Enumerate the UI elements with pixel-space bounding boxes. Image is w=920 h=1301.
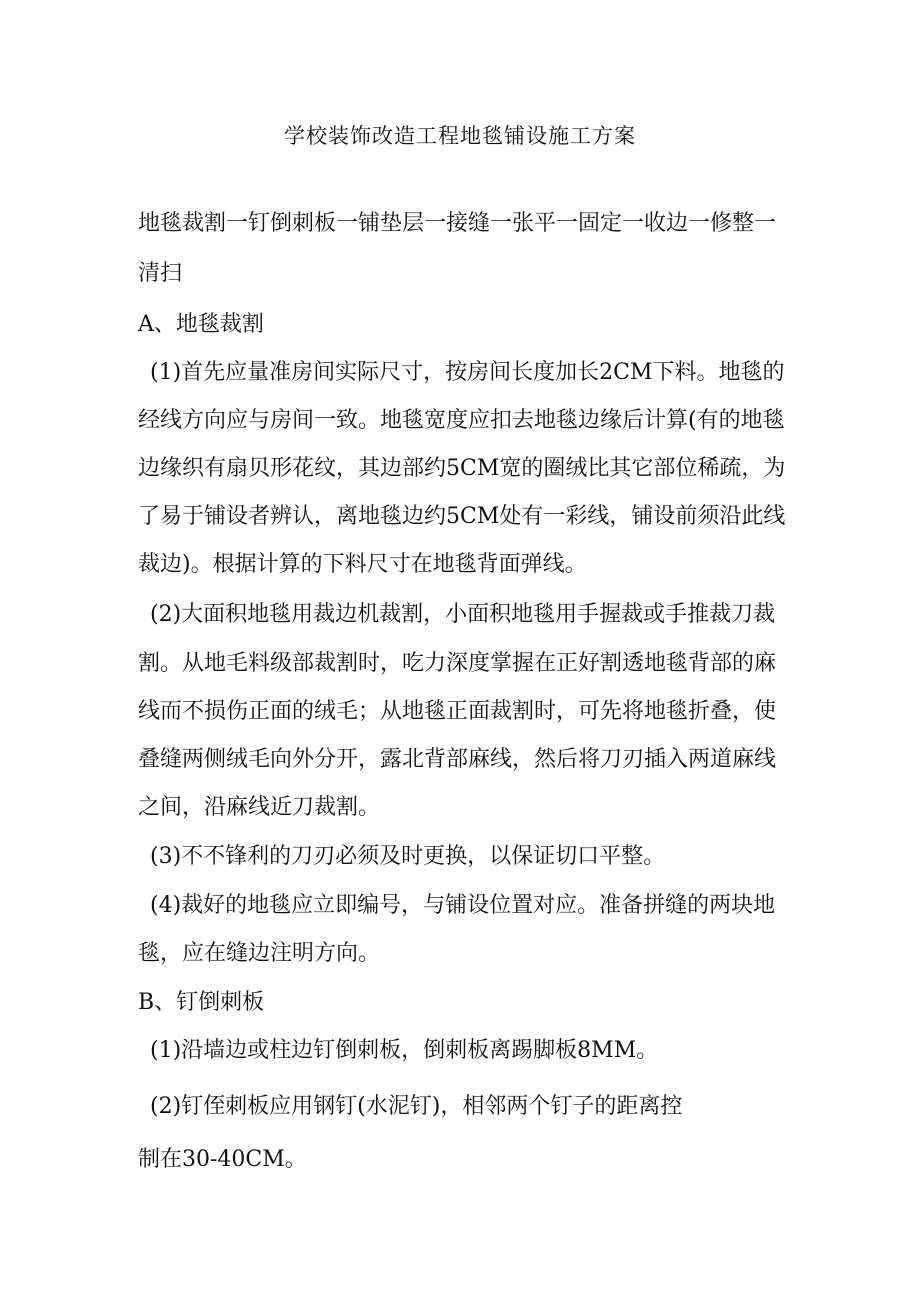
paragraph-line: 叠缝两侧绒毛向外分开，露北背部麻线，然后将刀刃插入两道麻线 — [138, 747, 777, 772]
process-line-1: 地毯裁割一钉倒刺板一铺垫层一接缝一张平一固定一收边一修整一 — [138, 211, 777, 236]
section-b-heading: B、钉倒刺板 — [138, 990, 265, 1015]
paragraph-line: 之间，沿麻线近刀裁割。 — [138, 795, 381, 820]
section-a-item-3: (3)不不锋利的刀刃必须及时更换，以保证切口平整。 — [150, 844, 666, 869]
section-b-item-1: (1)沿墙边或柱边钉倒刺板，倒刺板离踢脚板8MM。 — [150, 1038, 659, 1063]
process-line-2: 清扫 — [138, 261, 183, 286]
paragraph-line: 边缘织有扇贝形花纹，其边部约5CM宽的圈绒比其它部位稀疏，为 — [138, 456, 786, 481]
paragraph-line: 经线方向应与房间一致。地毯宽度应扣去地毯边缘后计算(有的地毯 — [138, 408, 785, 433]
paragraph-line: (2)钉侄刺板应用钢钉(水泥钉)，相邻两个钉子的距离控 — [150, 1094, 683, 1119]
document-title: 学校装饰改造工程地毯铺设施工方案 — [284, 124, 636, 148]
paragraph-line: 割。从地毛料级部裁割时，吃力深度掌握在正好割透地毯背部的麻 — [138, 651, 777, 676]
paragraph-line: (4)裁好的地毯应立即编号，与铺设位置对应。准备拼缝的两块地 — [150, 893, 776, 918]
paragraph-line: (2)大面积地毯用裁边机裁割，小面积地毯用手握裁或手推裁刀裁 — [150, 602, 776, 627]
section-a-heading: A、地毯裁割 — [138, 312, 264, 337]
paragraph-line: 毯，应在缝边注明方向。 — [138, 941, 381, 966]
paragraph-line: (1)首先应量准房间实际尺寸，按房间长度加长2CM下料。地毯的 — [150, 360, 785, 385]
paragraph-line: 制在30-40CM。 — [138, 1147, 307, 1172]
paragraph-line: 线而不损伤正面的绒毛；从地毯正面裁割时，可先将地毯折叠，使 — [138, 699, 777, 724]
paragraph-line: 了易于铺设者辨认，离地毯边约5CM处有一彩线，铺设前须沿此线 — [138, 504, 786, 529]
paragraph-line: 裁边)。根据计算的下料尺寸在地毯背面弹线。 — [138, 552, 587, 577]
